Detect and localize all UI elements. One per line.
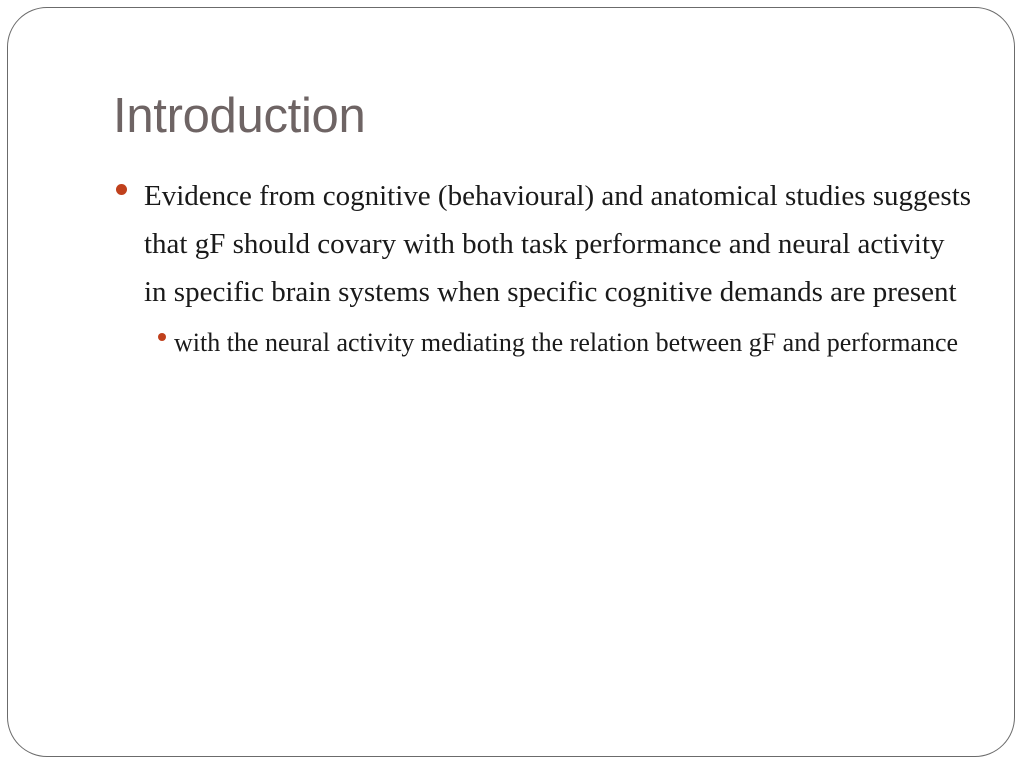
bullet-list xyxy=(113,172,973,366)
sub-bullet-item xyxy=(144,320,973,366)
sub-bullet-dot-icon xyxy=(158,333,166,341)
bullet-dot-icon xyxy=(116,184,127,195)
bullet-text: Evidence from cognitive (behavioural) and anatomical studies suggests that gF should covary with both task performance and neural activity in specific brain systems when specific cognitive demands are present xyxy=(144,180,972,308)
sub-bullet-list xyxy=(144,320,973,366)
sub-bullet-text: with the neural activity mediating the relation between gF and performance xyxy=(174,328,959,357)
bullet-item xyxy=(113,172,973,366)
slide-title: Introduction xyxy=(113,89,366,143)
